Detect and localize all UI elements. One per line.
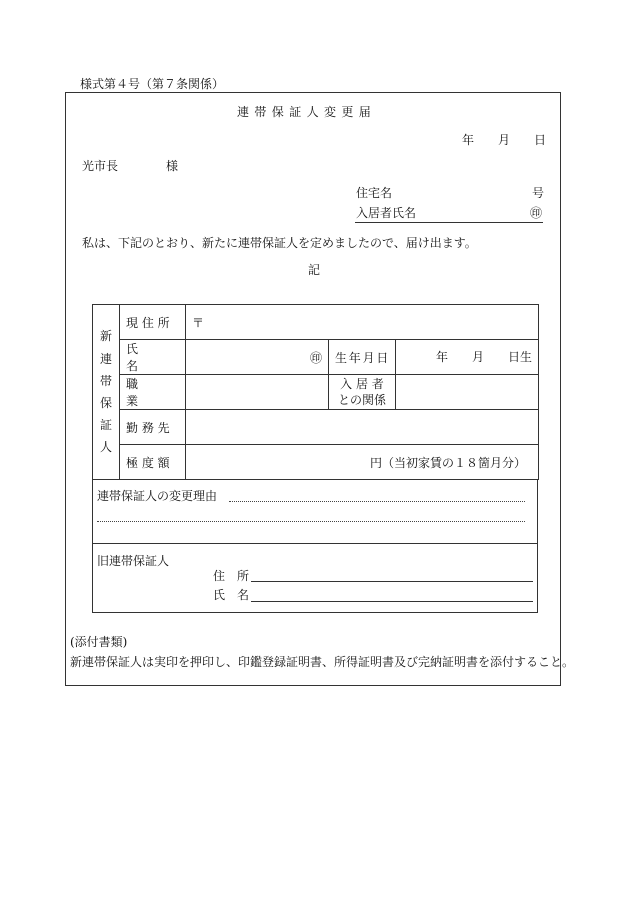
old-guarantor-box[interactable] bbox=[92, 543, 538, 613]
limit-value: 円（当初家賃の１８箇月分） bbox=[370, 455, 527, 470]
relation-field[interactable] bbox=[396, 375, 539, 410]
seal-mark: ㊞ bbox=[309, 350, 322, 365]
attachments-text: 新連帯保証人は実印を押印し、印鑑登録証明書、所得証明書及び完納証明書を添付すること。 bbox=[70, 655, 575, 669]
name-label: 氏名 bbox=[120, 340, 186, 375]
date-month: 月 bbox=[498, 133, 511, 147]
address-label: 現 住 所 bbox=[120, 305, 186, 340]
change-reason-box[interactable] bbox=[92, 479, 538, 544]
relation-label: 入 居 者 との関係 bbox=[329, 375, 396, 410]
postal-mark: 〒 bbox=[192, 315, 205, 330]
group-label-char: 帯 bbox=[99, 373, 112, 388]
group-label-char: 保 bbox=[99, 396, 112, 410]
residence-number-label: 号 bbox=[532, 186, 545, 200]
old-name-line bbox=[251, 601, 533, 602]
seal-mark: ㊞ bbox=[530, 206, 543, 220]
birth-year-label: 年 bbox=[436, 350, 449, 364]
group-label-char: 新 bbox=[99, 329, 112, 344]
name-field[interactable] bbox=[186, 340, 329, 375]
limit-label: 極 度 額 bbox=[120, 445, 186, 480]
birth-date-label: 生年月日 bbox=[329, 340, 396, 375]
residence-label: 住宅名 bbox=[356, 186, 393, 200]
address-field[interactable] bbox=[186, 305, 539, 340]
change-reason-dotted-line-2 bbox=[97, 521, 525, 522]
ki-label: 記 bbox=[308, 263, 321, 277]
resident-name-underline bbox=[355, 222, 543, 223]
form-title: 連帯保証人変更届 bbox=[237, 105, 377, 119]
group-label-char: 証 bbox=[99, 418, 112, 433]
date-day: 日 bbox=[534, 133, 547, 147]
old-address-line bbox=[251, 581, 533, 582]
mayor-label: 光市長 bbox=[82, 159, 119, 173]
old-name-label-a: 氏 bbox=[213, 588, 226, 602]
occupation-label: 職業 bbox=[120, 375, 186, 410]
limit-field[interactable] bbox=[186, 445, 539, 480]
workplace-field[interactable] bbox=[186, 410, 539, 445]
old-name-label-b: 名 bbox=[237, 588, 250, 602]
date-year: 年 bbox=[462, 133, 475, 147]
birth-date-field[interactable] bbox=[396, 340, 539, 375]
group-label-char: 人 bbox=[99, 440, 112, 455]
change-reason-label: 連帯保証人の変更理由 bbox=[97, 489, 218, 503]
new-guarantor-table bbox=[92, 304, 539, 480]
old-address-label-b: 所 bbox=[237, 569, 250, 583]
change-reason-dotted-line-1 bbox=[229, 501, 525, 502]
new-guarantor-group-label bbox=[93, 305, 120, 480]
form-number: 様式第４号（第７条関係） bbox=[80, 77, 225, 91]
old-address-label-a: 住 bbox=[213, 569, 226, 583]
birth-day-label: 日生 bbox=[508, 350, 533, 364]
occupation-field[interactable] bbox=[186, 375, 329, 410]
old-guarantor-label: 旧連帯保証人 bbox=[97, 554, 170, 568]
intro-text: 私は、下記のとおり、新たに連帯保証人を定めましたので、届け出ます。 bbox=[82, 236, 477, 250]
resident-name-label: 入居者氏名 bbox=[356, 206, 417, 220]
workplace-label: 勤 務 先 bbox=[120, 410, 186, 445]
birth-month-label: 月 bbox=[472, 350, 485, 364]
group-label-char: 連 bbox=[99, 351, 112, 366]
attachments-heading: (添付書類) bbox=[70, 635, 128, 649]
honorific: 様 bbox=[166, 159, 179, 173]
